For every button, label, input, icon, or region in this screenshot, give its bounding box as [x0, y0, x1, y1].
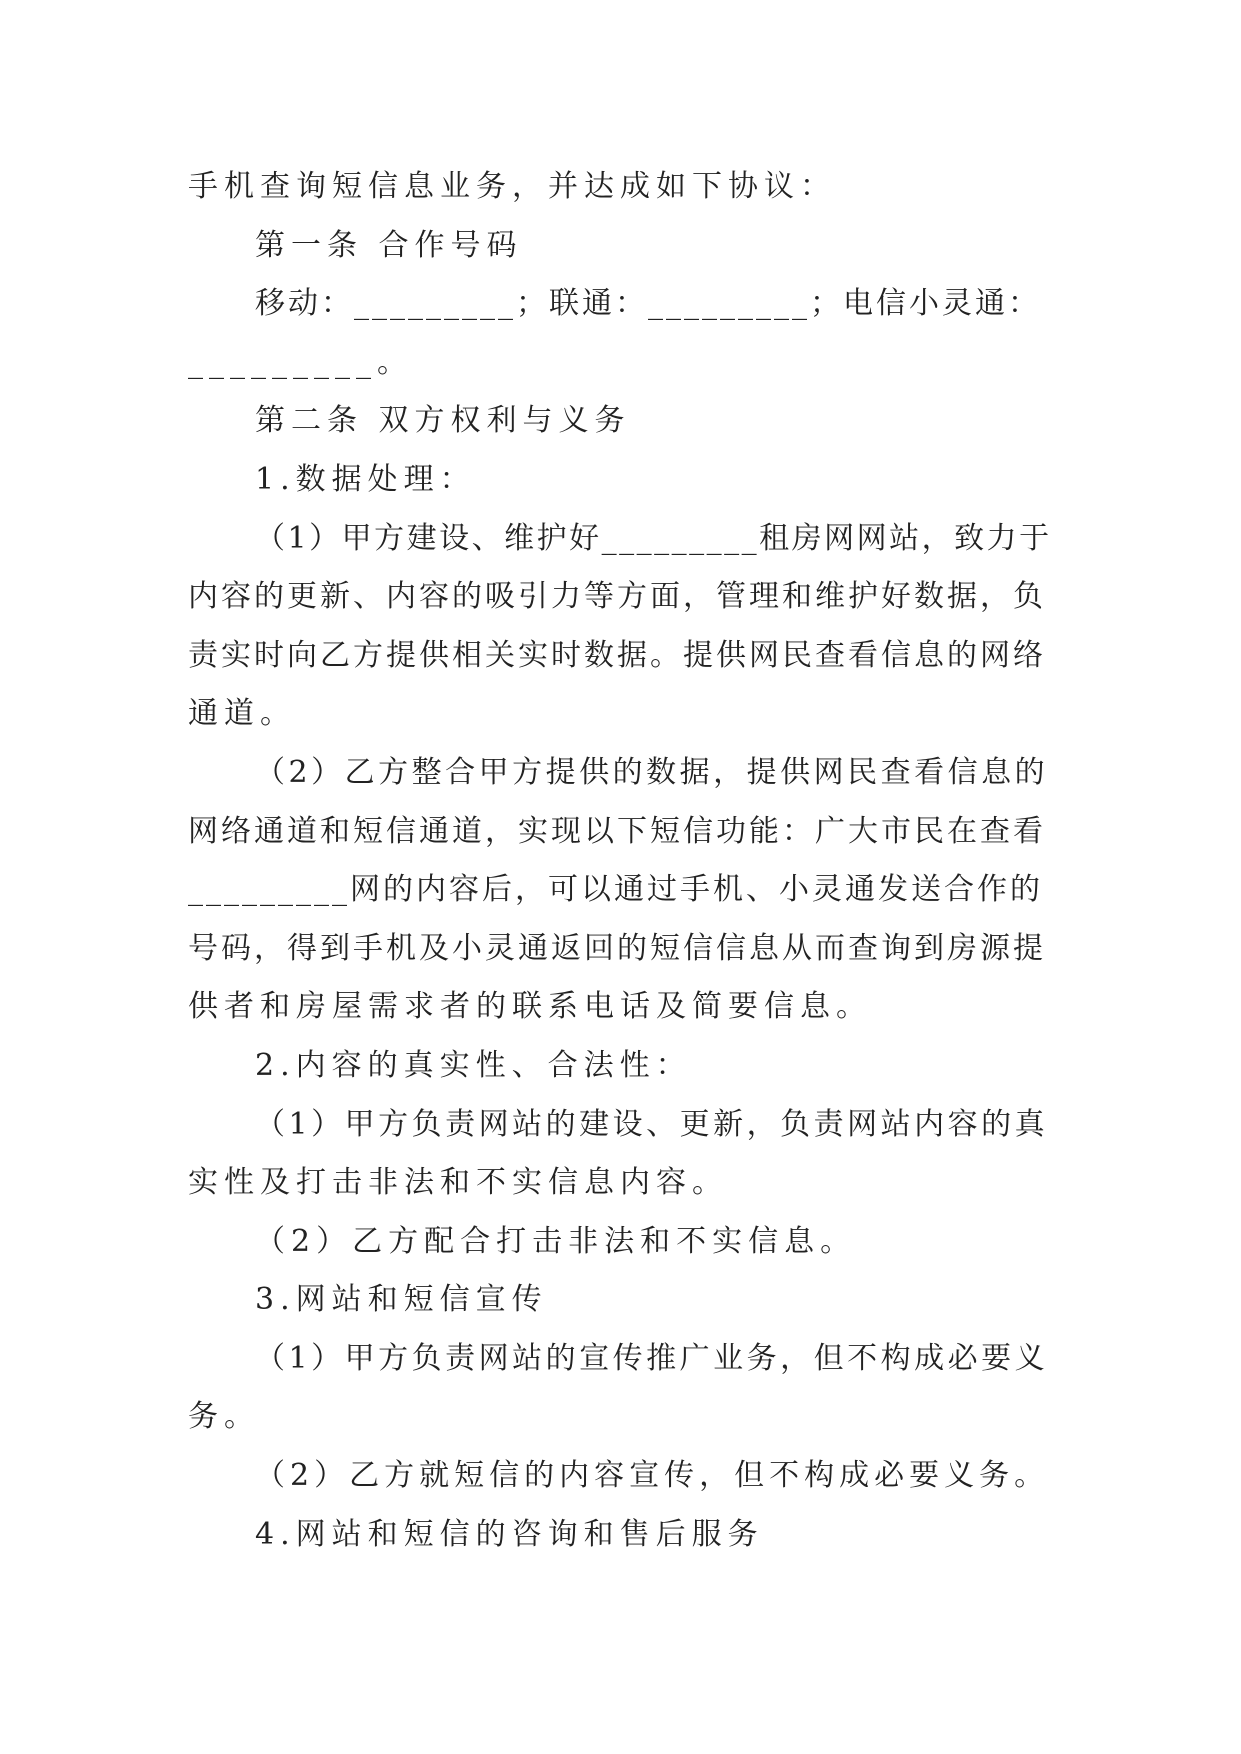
text-line: （1）甲方负责网站的建设、更新，负责网站内容的真 [255, 1106, 1049, 1142]
text-line: _________网的内容后，可以通过手机、小灵通发送合作的 [188, 872, 1043, 908]
text-line: 第二条 双方权利与义务 [255, 403, 631, 439]
text-line: 网络通道和短信通道，实现以下短信功能：广大市民在查看 [188, 813, 1046, 849]
text-line: 4.网站和短信的咨询和售后服务 [255, 1516, 764, 1552]
document-body [188, 158, 1053, 1564]
text-line: 通道。 [188, 696, 296, 732]
text-line: （2）乙方配合打击非法和不实信息。 [255, 1223, 857, 1259]
text-line: 供者和房屋需求者的联系电话及简要信息。 [188, 989, 872, 1025]
text-line: 移动：_________；联通：_________；电信小灵通： [255, 286, 1041, 322]
text-line: 第一条 合作号码 [255, 227, 523, 263]
text-line: 内容的更新、内容的吸引力等方面，管理和维护好数据，负 [188, 579, 1046, 615]
text-line: 责实时向乙方提供相关实时数据。提供网民查看信息的网络 [188, 637, 1046, 673]
text-line: 务。 [188, 1399, 260, 1435]
text-line: （2）乙方就短信的内容宣传，但不构成必要义务。 [255, 1458, 1050, 1494]
text-line: 2.内容的真实性、合法性： [255, 1047, 692, 1083]
text-line: 3.网站和短信宣传 [255, 1282, 548, 1318]
text-line: 手机查询短信息业务，并达成如下协议： [188, 169, 836, 204]
text-line: （1）甲方建设、维护好_________租房网网站，致力于 [255, 520, 1052, 556]
text-line: 实性及打击非法和不实信息内容。 [188, 1165, 728, 1201]
text-line: （1）甲方负责网站的宣传推广业务，但不构成必要义 [255, 1340, 1049, 1376]
text-line: _________。 [188, 344, 413, 380]
text-line: 1.数据处理： [255, 461, 476, 497]
text-line: （2）乙方整合甲方提供的数据，提供网民查看信息的 [255, 754, 1049, 790]
text-line: 号码，得到手机及小灵通返回的短信信息从而查询到房源提 [188, 930, 1046, 966]
